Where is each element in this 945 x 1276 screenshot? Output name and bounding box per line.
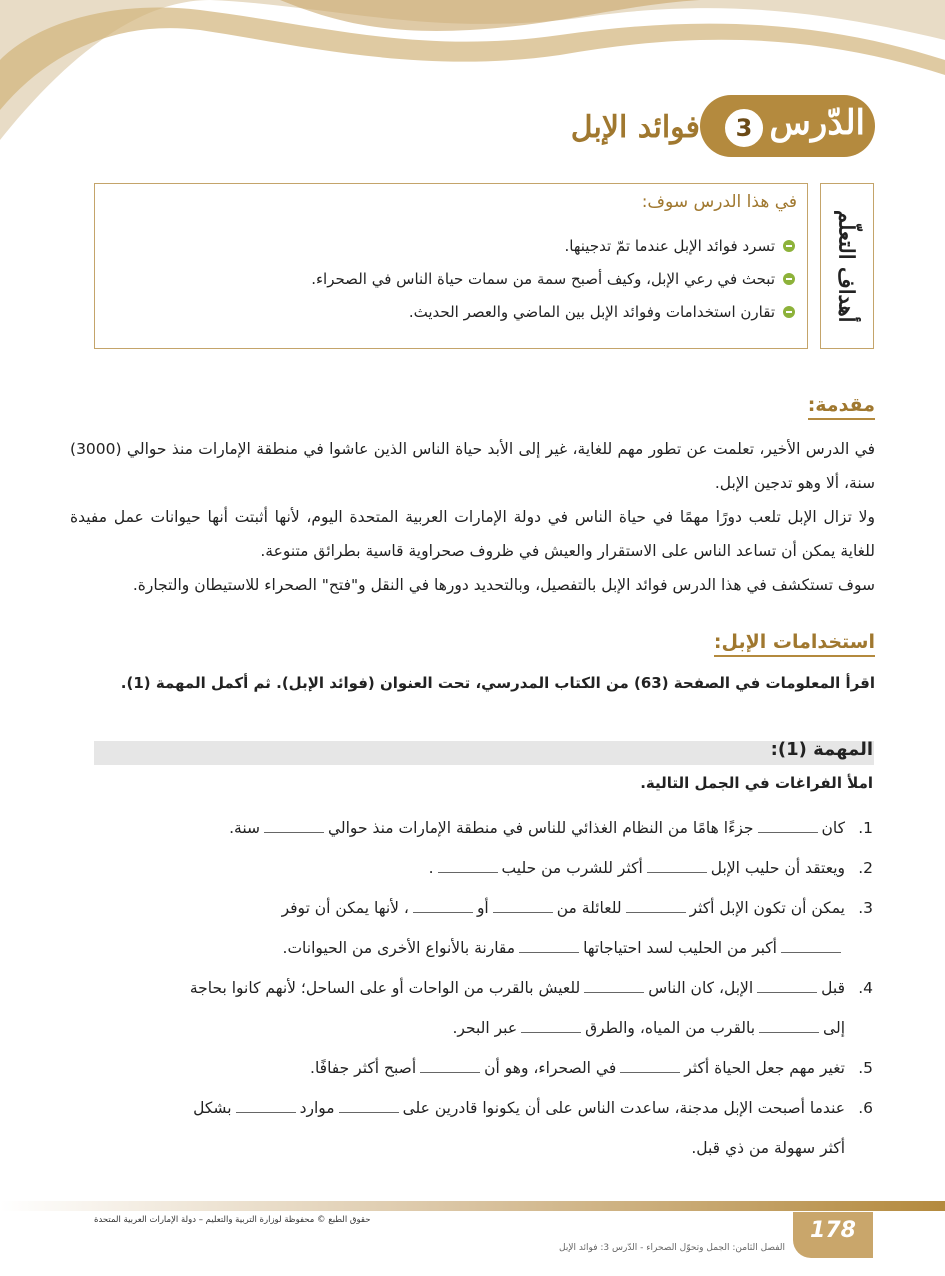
answer-blank[interactable] — [413, 902, 473, 913]
lesson-number: 3 — [722, 106, 766, 150]
answer-blank[interactable] — [420, 1062, 480, 1073]
objectives-intro: في هذا الدرس سوف: — [641, 192, 797, 212]
question-number: 1. — [858, 819, 873, 837]
question-6 — [93, 1088, 873, 1128]
question-text: تغير مهم جعل الحياة أكثر — [684, 1059, 845, 1077]
task-title: المهمة (1): — [770, 739, 873, 760]
question-text: أكثر للشرب من حليب — [501, 859, 643, 877]
intro-heading: مقدمة: — [808, 394, 875, 420]
answer-blank[interactable] — [264, 822, 324, 833]
question-4-continued — [95, 1008, 845, 1048]
question-number: 4. — [858, 979, 873, 997]
question-text: عبر البحر. — [452, 1019, 518, 1037]
question-text: جزءًا هامًا من النظام الغذائي للناس في منطقة الإمارات منذ حوالي — [327, 819, 754, 837]
answer-blank[interactable] — [757, 982, 817, 993]
question-1 — [93, 808, 873, 848]
page-title: فوائد الإبل — [570, 110, 700, 145]
question-text: كان — [821, 819, 845, 837]
question-3-continued — [95, 928, 845, 968]
question-2 — [93, 848, 873, 888]
chapter-footer: الفصل الثامن: الجمل وتحوّل الصحراء - الدّرس 3: فوائد الإبل — [559, 1243, 785, 1253]
reading-instruction: اقرأ المعلومات في الصفحة (63) من الكتاب المدرسي، تحت العنوان (فوائد الإبل). ثم أكمل المهمة (1). — [120, 674, 875, 692]
copyright-notice: حقوق الطبع © محفوظة لوزارة التربية والتعليم – دولة الإمارات العربية المتحدة — [94, 1215, 371, 1225]
objective-item — [311, 270, 795, 288]
answer-blank[interactable] — [759, 1022, 819, 1033]
question-number: 2. — [858, 859, 873, 877]
question-text: أكثر سهولة من ذي قبل. — [691, 1139, 845, 1157]
answer-blank[interactable] — [620, 1062, 680, 1073]
question-number: 5. — [858, 1059, 873, 1077]
question-text: إلى — [823, 1019, 845, 1037]
intro-paragraph-2: ولا تزال الإبل تلعب دورًا مهمًا في حياة الناس في دولة الإمارات العربية المتحدة اليوم، لأنها أثبتت أنها حيوانات عمل مفيدة للغاية يمكن أن تساعد الناس على الاستقرار والعيش في ظروف صحراوية قاسية بطرائق متنوعة. — [70, 508, 875, 560]
answer-blank[interactable] — [584, 982, 644, 993]
answer-blank[interactable] — [519, 942, 579, 953]
uses-heading: استخدامات الإبل: — [714, 631, 875, 657]
question-text: بالقرب من المياه، والطرق — [585, 1019, 756, 1037]
objectives-tab — [820, 183, 874, 349]
footer-line — [0, 1201, 945, 1211]
question-text: بشكل — [193, 1099, 232, 1117]
task-subtitle: املأ الفراغات في الجمل التالية. — [640, 774, 873, 792]
answer-blank[interactable] — [626, 902, 686, 913]
bullet-icon — [783, 273, 795, 285]
question-text: يمكن أن تكون الإبل أكثر — [689, 899, 845, 917]
answer-blank[interactable] — [493, 902, 553, 913]
bullet-icon — [783, 306, 795, 318]
question-text: للعيش بالقرب من الواحات أو على الساحل؛ لأنهم كانوا بحاجة — [189, 979, 581, 997]
question-text: أكبر من الحليب لسد احتياجاتها — [583, 939, 777, 957]
answer-blank[interactable] — [647, 862, 707, 873]
question-text: في الصحراء، وهو أن — [484, 1059, 617, 1077]
question-text: قبل — [821, 979, 845, 997]
answer-blank[interactable] — [781, 942, 841, 953]
task-band — [94, 741, 874, 765]
intro-paragraph-1: في الدرس الأخير، تعلمت عن تطور مهم للغاية، غير إلى الأبد حياة الناس الذين عاشوا في منطقة الإمارات منذ حوالي (3000) سنة، ألا وهو تدجين الإبل. — [70, 440, 875, 492]
answer-blank[interactable] — [236, 1102, 296, 1113]
question-text: عندما أصبحت الإبل مدجنة، ساعدت الناس على أن يكونوا قادرين على — [402, 1099, 845, 1117]
lesson-label: الدّرس — [769, 103, 865, 143]
question-text: الإبل، كان الناس — [648, 979, 754, 997]
question-number: 3. — [858, 899, 873, 917]
question-number: 6. — [858, 1099, 873, 1117]
answer-blank[interactable] — [758, 822, 818, 833]
answer-blank[interactable] — [438, 862, 498, 873]
question-text: ويعتقد أن حليب الإبل — [710, 859, 845, 877]
bullet-icon — [783, 240, 795, 252]
objective-item — [409, 303, 795, 321]
objectives-tab-label: أهداف التعلّم — [834, 209, 860, 323]
question-text: سنة. — [229, 819, 260, 837]
objective-item — [565, 237, 795, 255]
answer-blank[interactable] — [339, 1102, 399, 1113]
objective-text: تسرد فوائد الإبل عندما تمّ تدجينها. — [564, 237, 775, 255]
question-text: مقارنة بالأنواع الأخرى من الحيوانات. — [282, 939, 516, 957]
page-number: 178 — [810, 1218, 856, 1243]
objective-text: تقارن استخدامات وفوائد الإبل بين الماضي والعصر الحديث. — [408, 303, 775, 321]
question-4 — [93, 968, 873, 1008]
question-text: أصبح أكثر جفافًا. — [310, 1059, 417, 1077]
question-text: أو — [476, 899, 489, 917]
question-3 — [93, 888, 873, 928]
question-text: . — [428, 859, 434, 877]
question-text: للعائلة من — [556, 899, 622, 917]
intro-paragraph-3: سوف تستكشف في هذا الدرس فوائد الإبل بالتفصيل، وبالتحديد دورها في النقل و"فتح" الصحراء للاستيطان والتجارة. — [132, 576, 875, 594]
question-text: موارد — [299, 1099, 335, 1117]
question-text: ، لأنها يمكن أن توفر — [281, 899, 409, 917]
answer-blank[interactable] — [521, 1022, 581, 1033]
objective-text: تبحث في رعي الإبل، وكيف أصبح سمة من سمات حياة الناس في الصحراء. — [311, 270, 775, 288]
question-6-continued — [95, 1128, 845, 1168]
question-5 — [93, 1048, 873, 1088]
